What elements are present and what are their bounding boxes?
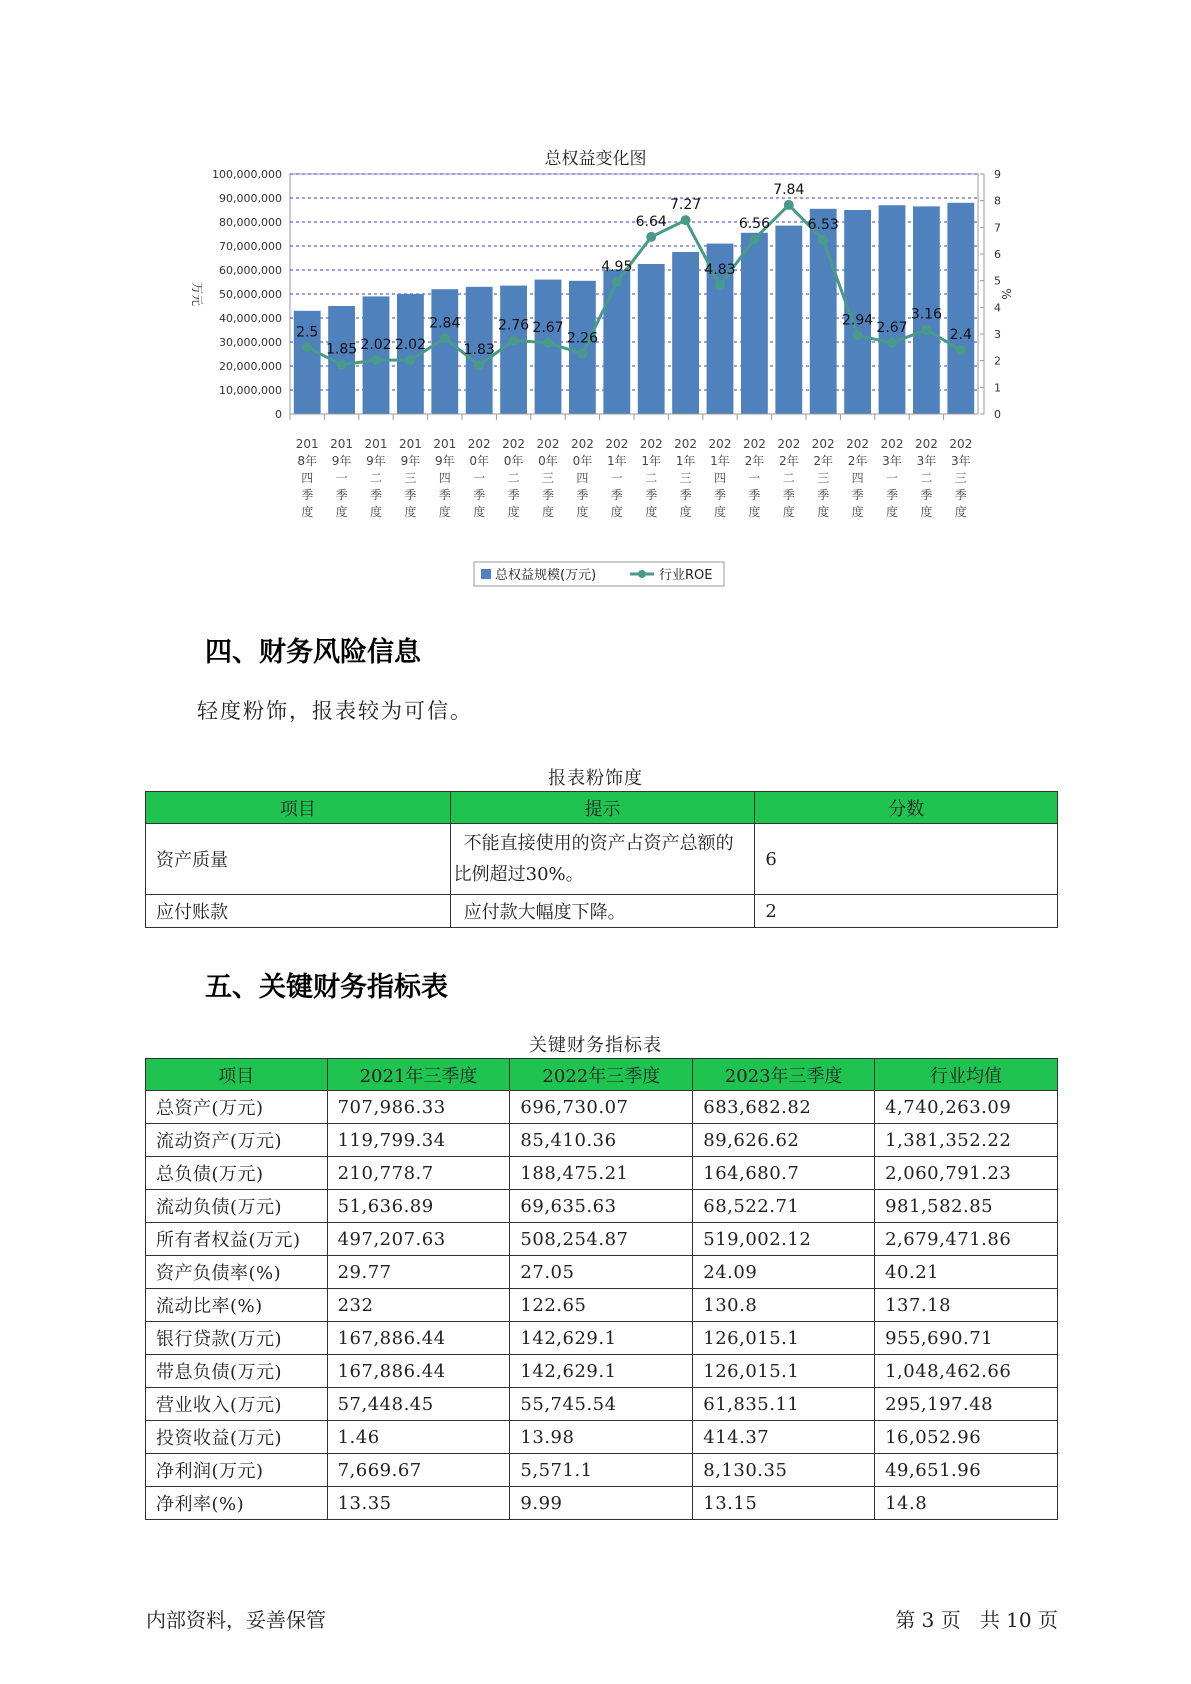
x-tick-label: 0年 [469,454,490,468]
x-tick-label: 度 [954,505,967,519]
x-tick-label: 202 [639,437,663,451]
equity-chart [0,160,1191,590]
x-tick-label: 度 [782,505,795,519]
x-tick-label: 2年 [778,454,799,468]
x-tick-label: 季 [404,488,417,502]
roe-data-label: 4.83 [704,262,736,279]
row-value: 497,207.63 [327,1223,510,1256]
roe-data-label: 2.02 [394,337,426,354]
roe-data-label: 2.67 [532,319,564,336]
x-tick-label: 度 [576,505,589,519]
roe-data-label: 2.76 [498,317,530,334]
x-tick-label: 0年 [538,454,558,468]
y2-tick-label: 8 [994,194,1001,208]
x-tick-label: 季 [817,488,830,502]
x-tick-label: 季 [473,488,486,502]
row-label: 投资收益(万元) [146,1421,328,1454]
x-tick-label: 度 [645,505,658,519]
y2-tick-label: 2 [994,354,1001,368]
x-tick-label: 季 [679,488,692,502]
risk-table [145,791,1058,928]
bar [429,289,461,414]
x-tick-label: 202 [674,437,698,451]
y2-tick-label: 0 [994,408,1001,421]
indicator-table-caption: 关键财务指标表 [529,1035,662,1056]
roe-point [715,280,725,290]
row-value: 167,886.44 [327,1322,510,1355]
row-label: 总资产(万元) [146,1091,328,1124]
header-cell: 分数 [755,792,1058,824]
row-value: 8,130.35 [693,1454,875,1487]
legend-bar-swatch [481,569,491,579]
x-tick-label: 度 [473,505,486,519]
roe-point [887,338,897,348]
x-tick-label: 度 [885,505,899,519]
row-value: 1,381,352.22 [875,1124,1058,1157]
x-tick-label: 季 [335,488,348,502]
x-tick-label: 度 [713,505,727,519]
row-value: 981,582.85 [875,1190,1058,1223]
row-value: 707,986.33 [327,1091,510,1124]
row-value: 696,730.07 [510,1091,693,1124]
table-row [146,1124,1058,1157]
row-value: 57,448.45 [327,1388,510,1421]
x-tick-label: 一 [610,471,623,485]
risk-table-caption: 报表粉饰度 [548,768,643,789]
section4-heading: 四、财务风险信息 [205,637,421,668]
x-tick-label: 季 [610,488,623,502]
row-value: 164,680.7 [693,1157,875,1190]
table-row [146,1454,1058,1487]
x-tick-label: 度 [335,505,348,519]
row-label: 银行贷款(万元) [146,1322,328,1355]
indicator-table [145,1058,1058,1520]
row-value: 167,886.44 [327,1355,510,1388]
x-tick-label: 201 [433,437,457,451]
legend-bar-label: 总权益规模(万元) [495,568,597,583]
bar [566,281,598,414]
table-row [146,1256,1058,1289]
x-tick-label: 度 [817,505,830,519]
roe-data-label: 1.85 [326,341,358,358]
x-tick-label: 9年 [366,454,386,468]
roe-data-label: 2.4 [949,327,972,343]
row-value: 9.99 [510,1487,693,1520]
x-tick-label: 9年 [400,454,421,468]
x-tick-label: 8年 [297,454,318,468]
x-tick-label: 三 [954,471,967,485]
row-label: 流动资产(万元) [146,1124,328,1157]
roe-point [440,333,450,343]
x-tick-label: 二 [782,471,795,485]
x-tick-label: 9年 [434,454,455,468]
row-value: 1,048,462.66 [875,1355,1058,1388]
x-tick-label: 度 [920,505,933,519]
y-tick-label: 30,000,000 [219,336,282,349]
roe-point [749,234,759,244]
row-value: 29.77 [327,1256,510,1289]
x-tick-label: 度 [541,505,555,519]
y-tick-label: 50,000,000 [219,288,282,301]
x-tick-label: 四 [851,471,864,485]
chart-title: 总权益变化图 [544,149,647,169]
y-tick-label: 0 [275,408,282,421]
y2-tick-label: 3 [994,328,1001,341]
x-tick-label: 四 [438,471,451,485]
roe-data-label: 2.26 [566,330,598,347]
x-tick-label: 一 [748,471,761,485]
x-tick-label: 季 [541,488,555,502]
row-item: 应付账款 [146,895,451,928]
x-tick-label: 202 [880,437,904,451]
row-value: 126,015.1 [693,1355,875,1388]
header-cell: 2021年三季度 [327,1059,510,1091]
x-tick-label: 季 [782,488,795,502]
x-tick-label: 季 [851,488,864,502]
row-value: 1.46 [327,1421,510,1454]
row-value: 210,778.7 [327,1157,510,1190]
roe-data-label: 2.94 [842,312,874,329]
y2-tick-label: 9 [994,168,1001,181]
roe-point [577,349,587,359]
row-value: 49,651.96 [875,1454,1058,1487]
x-tick-label: 季 [301,488,314,502]
row-value: 55,745.54 [510,1388,693,1421]
y-tick-label: 40,000,000 [219,312,282,325]
x-tick-label: 季 [920,488,933,502]
header-cell: 2022年三季度 [510,1059,693,1091]
x-tick-label: 季 [748,488,761,502]
roe-data-label: 6.56 [738,216,770,233]
x-tick-label: 度 [507,505,520,519]
y-tick-label: 80,000,000 [219,216,282,229]
roe-point [818,235,828,245]
x-tick-label: 9年 [331,454,352,468]
x-tick-label: 季 [507,488,520,502]
x-tick-label: 202 [502,437,526,451]
table-row [146,1388,1058,1421]
row-value: 126,015.1 [693,1322,875,1355]
row-value: 61,835.11 [693,1388,875,1421]
row-hint: 应付款大幅度下降。 [450,895,755,928]
row-value: 5,571.1 [510,1454,693,1487]
row-value: 14.8 [875,1487,1058,1520]
x-tick-label: 三 [817,471,830,485]
bar [638,264,665,414]
x-tick-label: 三 [679,471,692,485]
row-value: 142,629.1 [510,1355,693,1388]
roe-data-label: 7.84 [773,181,805,198]
table-row [146,824,1058,895]
section5-heading: 五、关键财务指标表 [205,972,448,1003]
row-label: 总负债(万元) [146,1157,328,1190]
row-label: 流动负债(万元) [146,1190,328,1223]
x-tick-label: 3年 [882,454,902,468]
x-tick-label: 0年 [503,454,524,468]
x-tick-label: 季 [438,488,451,502]
row-label: 所有者权益(万元) [146,1223,328,1256]
x-tick-label: 3年 [950,454,971,468]
table-header-row [146,792,1058,824]
row-score: 6 [755,824,1058,895]
row-label: 净利率(%) [146,1487,328,1520]
y2-tick-label: 5 [994,274,1001,288]
bar [498,286,530,414]
x-tick-label: 202 [570,437,594,451]
roe-point [612,277,622,287]
bar [879,205,906,414]
row-value: 2,679,471.86 [875,1223,1058,1256]
bar [672,252,699,414]
x-tick-label: 201 [364,437,388,451]
y-tick-label: 20,000,000 [219,360,282,373]
roe-data-label: 2.67 [876,319,908,336]
roe-point [784,200,794,210]
x-tick-label: 1年 [710,454,730,468]
roe-data-label: 2.5 [296,324,319,341]
row-value: 24.09 [693,1256,875,1289]
row-value: 13.98 [510,1421,693,1454]
section4-summary: 轻度粉饰，报表较为可信。 [197,699,473,723]
row-value: 4,740,263.09 [875,1091,1058,1124]
y2-axis-title: % [999,288,1013,300]
roe-point [921,325,931,335]
row-value: 27.05 [510,1256,693,1289]
table-row [146,1355,1058,1388]
y-tick-label: 70,000,000 [219,240,282,253]
roe-point [956,345,966,355]
x-tick-label: 201 [295,437,319,451]
roe-point [405,355,415,365]
x-tick-label: 四 [301,471,314,485]
roe-point [853,331,863,341]
header-cell: 项目 [146,792,451,824]
row-value: 130.8 [693,1289,875,1322]
roe-data-label: 2.02 [360,337,392,354]
x-tick-label: 度 [301,505,314,519]
header-cell: 项目 [146,1059,328,1091]
row-label: 流动比率(%) [146,1289,328,1322]
table-row [146,1091,1058,1124]
bar [775,226,802,414]
table-row [146,1289,1058,1322]
row-value: 7,669.67 [327,1454,510,1487]
x-tick-label: 二 [645,471,658,485]
row-item: 资产质量 [146,824,451,895]
x-tick-label: 1年 [675,454,696,468]
row-value: 68,522.71 [693,1190,875,1223]
y-tick-label: 90,000,000 [219,192,282,205]
row-label: 资产负债率(%) [146,1256,328,1289]
x-tick-label: 季 [713,488,727,502]
x-tick-label: 一 [335,471,348,485]
row-score: 2 [755,895,1058,928]
x-tick-label: 202 [949,437,973,451]
x-tick-label: 四 [713,471,727,485]
row-label: 营业收入(万元) [146,1388,328,1421]
x-tick-label: 季 [369,488,383,502]
row-value: 137.18 [875,1289,1058,1322]
x-tick-label: 季 [645,488,658,502]
x-tick-label: 二 [369,471,383,485]
y-tick-label: 100,000,000 [212,168,282,181]
x-tick-label: 202 [536,437,560,451]
row-value: 13.35 [327,1487,510,1520]
y-tick-label: 60,000,000 [219,264,282,277]
x-tick-label: 202 [742,437,766,451]
x-tick-label: 一 [473,471,486,485]
roe-point [509,335,519,345]
y2-tick-label: 1 [994,381,1001,395]
row-value: 89,626.62 [693,1124,875,1157]
roe-point [371,355,381,365]
legend-line-marker [638,570,646,578]
x-tick-label: 1年 [606,454,627,468]
y-tick-label: 10,000,000 [219,384,282,397]
row-value: 295,197.48 [875,1388,1058,1421]
row-value: 232 [327,1289,510,1322]
x-tick-label: 四 [576,471,589,485]
y-axis-title: 万元 [190,281,204,307]
page-number: 第 3 页 共 10 页 [895,1608,1058,1632]
x-tick-label: 二 [507,471,520,485]
x-tick-label: 201 [398,437,422,451]
x-tick-label: 度 [404,505,417,519]
x-tick-label: 季 [576,488,589,502]
x-tick-label: 度 [610,505,623,519]
x-tick-label: 202 [846,437,870,451]
x-tick-label: 二 [920,471,933,485]
table-row [146,1322,1058,1355]
x-tick-label: 季 [954,488,967,502]
x-tick-label: 201 [330,437,354,451]
x-tick-label: 202 [605,437,629,451]
row-value: 69,635.63 [510,1190,693,1223]
table-row [146,895,1058,928]
row-value: 414.37 [693,1421,875,1454]
x-tick-label: 2年 [813,454,834,468]
x-tick-label: 三 [541,471,555,485]
header-cell: 提示 [450,792,755,824]
x-tick-label: 2年 [847,454,868,468]
row-value: 13.15 [693,1487,875,1520]
x-tick-label: 202 [914,437,938,451]
row-value: 51,636.89 [327,1190,510,1223]
roe-data-label: 4.95 [601,259,633,275]
row-label: 净利润(万元) [146,1454,328,1487]
bar [741,233,768,414]
x-tick-label: 202 [777,437,801,451]
x-tick-label: 3年 [916,454,937,468]
header-cell: 行业均值 [875,1059,1058,1091]
roe-point [543,338,553,348]
x-tick-label: 度 [438,505,451,519]
roe-data-label: 7.27 [670,197,702,214]
roe-point [302,342,312,352]
y2-tick-label: 7 [994,221,1001,235]
row-value: 85,410.36 [510,1124,693,1157]
table-row [146,1190,1058,1223]
bar [603,270,630,414]
table-row [146,1223,1058,1256]
legend-line-label: 行业ROE [659,568,713,583]
roe-data-label: 2.84 [429,315,461,332]
x-tick-label: 一 [885,471,899,485]
x-tick-label: 1年 [641,454,662,468]
table-header-row [146,1059,1058,1091]
x-tick-label: 202 [708,437,732,451]
x-tick-label: 度 [851,505,864,519]
x-tick-label: 度 [748,505,761,519]
y2-tick-label: 6 [994,248,1001,261]
roe-data-label: 3.16 [910,306,942,323]
row-value: 142,629.1 [510,1322,693,1355]
row-value: 119,799.34 [327,1124,510,1157]
table-row [146,1421,1058,1454]
footer-note: 内部资料，妥善保管 [146,1608,326,1632]
row-value: 40.21 [875,1256,1058,1289]
row-value: 2,060,791.23 [875,1157,1058,1190]
table-row [146,1487,1058,1520]
row-value: 122.65 [510,1289,693,1322]
x-tick-label: 0年 [572,454,593,468]
row-value: 188,475.21 [510,1157,693,1190]
x-tick-label: 2年 [744,454,765,468]
table-row [146,1157,1058,1190]
x-tick-label: 202 [467,437,491,451]
row-hint: 不能直接使用的资产占资产总额的比例超过30%。 [450,824,755,895]
x-tick-label: 三 [404,471,417,485]
x-tick-label: 度 [679,505,692,519]
x-tick-label: 202 [811,437,835,451]
row-value: 955,690.71 [875,1322,1058,1355]
y2-tick-label: 4 [994,301,1001,315]
row-label: 带息负债(万元) [146,1355,328,1388]
x-tick-label: 度 [369,505,383,519]
roe-point [474,360,484,370]
x-tick-label: 季 [885,488,899,502]
header-cell: 2023年三季度 [693,1059,875,1091]
row-value: 519,002.12 [693,1223,875,1256]
row-value: 683,682.82 [693,1091,875,1124]
roe-point [646,232,656,242]
roe-data-label: 1.83 [463,342,495,359]
roe-point [681,215,691,225]
roe-point [337,360,347,370]
roe-data-label: 6.64 [635,213,667,230]
roe-data-label: 6.53 [807,216,839,233]
row-value: 16,052.96 [875,1421,1058,1454]
bar [947,203,974,414]
row-value: 508,254.87 [510,1223,693,1256]
